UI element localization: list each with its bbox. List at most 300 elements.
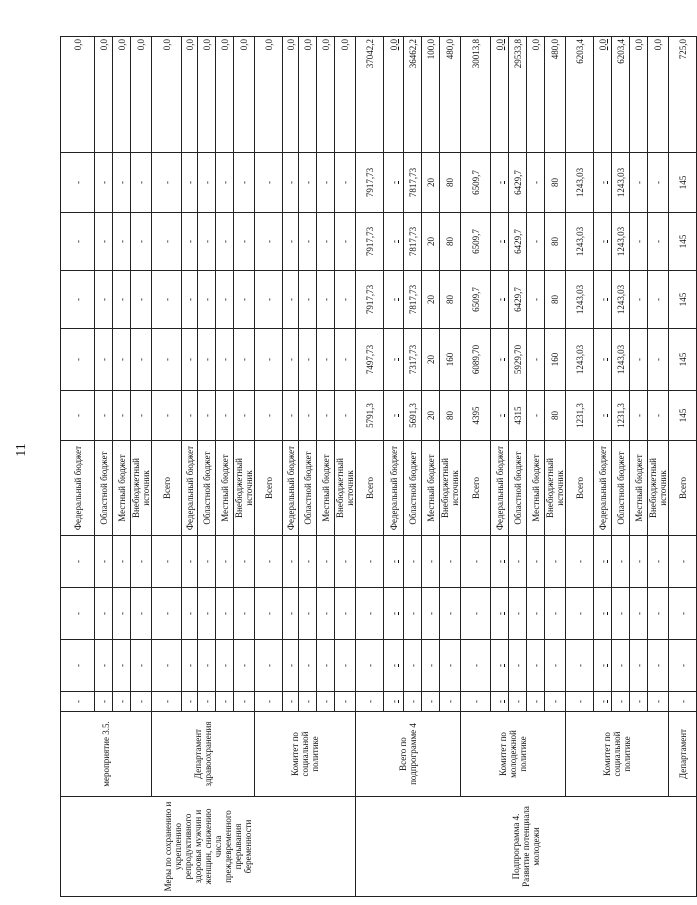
value-cell: - — [182, 588, 198, 640]
value-cell: - — [95, 640, 113, 692]
total-cell: 0,0 — [152, 37, 182, 153]
year-value-cell: - — [131, 271, 152, 329]
value-cell: - — [545, 588, 566, 640]
value-cell: - — [384, 536, 404, 588]
total-cell: 0,0 — [283, 37, 299, 153]
year-value-cell: 145 — [669, 329, 697, 391]
value-cell: - — [648, 692, 669, 712]
year-value-cell: - — [630, 153, 648, 213]
value-cell: - — [131, 536, 152, 588]
funding-source: Всего — [566, 441, 594, 536]
value-cell: - — [612, 692, 630, 712]
total-cell: 0,0 — [491, 37, 509, 153]
value-cell: - — [61, 640, 95, 692]
year-value-cell: 7917,73 — [356, 153, 384, 213]
value-cell: - — [283, 536, 299, 588]
value-cell: - — [566, 588, 594, 640]
value-cell: - — [113, 640, 131, 692]
value-cell: - — [283, 588, 299, 640]
table-row — [669, 37, 697, 897]
year-value-cell: 145 — [669, 153, 697, 213]
year-value-cell: - — [335, 271, 356, 329]
total-cell: 100,0 — [422, 37, 440, 153]
total-cell: 0,0 — [131, 37, 152, 153]
funding-source: Федеральный бюджет — [594, 441, 612, 536]
year-value-cell: - — [113, 391, 131, 441]
value-cell: - — [356, 588, 384, 640]
year-value-cell: - — [152, 271, 182, 329]
value-cell: - — [335, 588, 356, 640]
year-value-cell: 1243,03 — [612, 329, 630, 391]
value-cell: - — [527, 588, 545, 640]
value-cell: - — [461, 536, 491, 588]
year-value-cell: 1243,03 — [612, 153, 630, 213]
funding-source: Местный бюджет — [630, 441, 648, 536]
year-value-cell: - — [594, 391, 612, 441]
value-cell: - — [95, 588, 113, 640]
year-value-cell: - — [182, 271, 198, 329]
responsible-executor: Департамент — [669, 712, 697, 797]
year-value-cell: - — [113, 153, 131, 213]
year-value-cell: 20 — [422, 391, 440, 441]
value-cell: - — [440, 640, 461, 692]
value-cell: - — [566, 692, 594, 712]
year-value-cell: - — [491, 153, 509, 213]
year-value-cell: - — [198, 329, 216, 391]
year-value-cell: - — [95, 213, 113, 271]
value-cell: - — [545, 536, 566, 588]
value-cell: - — [630, 692, 648, 712]
value-cell: - — [152, 640, 182, 692]
year-value-cell: 1243,03 — [566, 153, 594, 213]
value-cell: - — [648, 640, 669, 692]
value-cell: - — [612, 536, 630, 588]
year-value-cell: 7817,73 — [404, 213, 422, 271]
year-value-cell: 6429,7 — [509, 213, 527, 271]
value-cell: - — [283, 692, 299, 712]
year-value-cell: - — [630, 271, 648, 329]
year-value-cell: - — [95, 391, 113, 441]
value-cell: - — [255, 588, 283, 640]
value-cell: - — [131, 640, 152, 692]
total-cell: 6203,4 — [566, 37, 594, 153]
value-cell: - — [234, 692, 255, 712]
year-value-cell: - — [182, 153, 198, 213]
value-cell: - — [131, 692, 152, 712]
year-value-cell: 7817,73 — [404, 153, 422, 213]
value-cell: - — [404, 692, 422, 712]
year-value-cell: - — [234, 153, 255, 213]
value-cell: - — [594, 640, 612, 692]
value-cell: - — [216, 536, 234, 588]
year-value-cell: 80 — [545, 153, 566, 213]
year-value-cell: - — [283, 153, 299, 213]
year-value-cell: 20 — [422, 153, 440, 213]
year-value-cell: - — [384, 213, 404, 271]
year-value-cell: - — [594, 271, 612, 329]
year-value-cell: 7317,73 — [404, 329, 422, 391]
value-cell: - — [317, 536, 335, 588]
measure-label: Подпрограмма 4. Развитие потенциала молодежи — [356, 797, 697, 897]
total-cell: 0,0 — [527, 37, 545, 153]
value-cell: - — [527, 536, 545, 588]
responsible-executor: Всего по подпрограмме 4 — [356, 712, 461, 797]
year-value-cell: - — [234, 213, 255, 271]
year-value-cell: 145 — [669, 391, 697, 441]
funding-source: Областной бюджет — [612, 441, 630, 536]
value-cell: - — [566, 640, 594, 692]
year-value-cell: - — [131, 153, 152, 213]
value-cell: - — [404, 588, 422, 640]
year-value-cell: - — [491, 213, 509, 271]
year-value-cell: - — [317, 271, 335, 329]
total-cell: 725,0 — [669, 37, 697, 153]
year-value-cell: 7497,73 — [356, 329, 384, 391]
responsible-executor: Департамент здравоохранения — [152, 712, 255, 797]
year-value-cell: - — [648, 391, 669, 441]
year-value-cell: 7817,73 — [404, 271, 422, 329]
year-value-cell: - — [216, 391, 234, 441]
year-value-cell: - — [152, 153, 182, 213]
year-value-cell: - — [527, 329, 545, 391]
year-value-cell: - — [255, 271, 283, 329]
value-cell: - — [440, 588, 461, 640]
value-cell: - — [317, 588, 335, 640]
total-cell: 0,0 — [95, 37, 113, 153]
value-cell: - — [422, 640, 440, 692]
value-cell: - — [594, 692, 612, 712]
year-value-cell: - — [198, 213, 216, 271]
year-value-cell: - — [113, 213, 131, 271]
year-value-cell: - — [131, 391, 152, 441]
year-value-cell: - — [299, 329, 317, 391]
year-value-cell: - — [255, 391, 283, 441]
funding-source: Областной бюджет — [404, 441, 422, 536]
page-number: 11 — [14, 443, 29, 457]
value-cell: - — [317, 640, 335, 692]
value-cell: - — [234, 536, 255, 588]
value-cell: - — [648, 588, 669, 640]
value-cell: - — [152, 536, 182, 588]
year-value-cell: 1243,03 — [566, 213, 594, 271]
value-cell: - — [669, 536, 697, 588]
year-value-cell: - — [61, 391, 95, 441]
year-value-cell: - — [648, 153, 669, 213]
year-value-cell: - — [648, 271, 669, 329]
year-value-cell: - — [198, 271, 216, 329]
year-value-cell: - — [234, 391, 255, 441]
year-value-cell: - — [648, 213, 669, 271]
year-value-cell: - — [527, 271, 545, 329]
total-cell: 0,0 — [594, 37, 612, 153]
value-cell: - — [299, 536, 317, 588]
year-value-cell: - — [299, 271, 317, 329]
value-cell: - — [152, 588, 182, 640]
year-value-cell: - — [152, 213, 182, 271]
funding-source: Всего — [152, 441, 182, 536]
year-value-cell: - — [630, 391, 648, 441]
value-cell: - — [131, 588, 152, 640]
value-cell: - — [216, 640, 234, 692]
year-value-cell: 7917,73 — [356, 213, 384, 271]
value-cell: - — [335, 692, 356, 712]
value-cell: - — [491, 640, 509, 692]
value-cell: - — [198, 692, 216, 712]
year-value-cell: - — [384, 271, 404, 329]
year-value-cell: 145 — [669, 271, 697, 329]
value-cell: - — [299, 692, 317, 712]
value-cell: - — [182, 640, 198, 692]
year-value-cell: - — [630, 213, 648, 271]
year-value-cell: 80 — [440, 213, 461, 271]
total-cell: 29533,8 — [509, 37, 527, 153]
value-cell: - — [630, 536, 648, 588]
year-value-cell: - — [216, 329, 234, 391]
year-value-cell: - — [384, 153, 404, 213]
year-value-cell: 160 — [440, 329, 461, 391]
rotated-table-wrapper — [60, 37, 688, 897]
total-cell: 0,0 — [317, 37, 335, 153]
value-cell: - — [61, 536, 95, 588]
year-value-cell: - — [594, 329, 612, 391]
funding-source: Местный бюджет — [422, 441, 440, 536]
year-value-cell: - — [113, 329, 131, 391]
year-value-cell: - — [491, 391, 509, 441]
year-value-cell: 80 — [545, 271, 566, 329]
value-cell: - — [612, 588, 630, 640]
value-cell: - — [509, 536, 527, 588]
value-cell: - — [255, 692, 283, 712]
year-value-cell: 6509,7 — [461, 271, 491, 329]
value-cell: - — [299, 588, 317, 640]
funding-source: Внебюджетный источник — [335, 441, 356, 536]
funding-source: Федеральный бюджет — [491, 441, 509, 536]
year-value-cell: - — [152, 329, 182, 391]
year-value-cell: 1243,03 — [612, 213, 630, 271]
year-value-cell: 1231,3 — [612, 391, 630, 441]
value-cell: - — [198, 640, 216, 692]
responsible-executor: Комитет по молодежной политике — [461, 712, 566, 797]
year-value-cell: - — [648, 329, 669, 391]
budget-table — [60, 36, 697, 897]
year-value-cell: - — [317, 213, 335, 271]
year-value-cell: - — [95, 271, 113, 329]
year-value-cell: - — [95, 153, 113, 213]
funding-source: Местный бюджет — [113, 441, 131, 536]
year-value-cell: 6429,7 — [509, 153, 527, 213]
total-cell: 0,0 — [384, 37, 404, 153]
year-value-cell: - — [527, 391, 545, 441]
value-cell: - — [61, 692, 95, 712]
funding-source: Внебюджетный источник — [648, 441, 669, 536]
year-value-cell: - — [182, 329, 198, 391]
year-value-cell: - — [61, 329, 95, 391]
year-value-cell: 5791,3 — [356, 391, 384, 441]
year-value-cell: 6089,70 — [461, 329, 491, 391]
value-cell: - — [255, 536, 283, 588]
year-value-cell: - — [491, 329, 509, 391]
year-value-cell: 160 — [545, 329, 566, 391]
funding-source: Всего — [669, 441, 697, 536]
value-cell: - — [152, 692, 182, 712]
value-cell: - — [612, 640, 630, 692]
year-value-cell: 20 — [422, 271, 440, 329]
year-value-cell: 1231,3 — [566, 391, 594, 441]
value-cell: - — [113, 692, 131, 712]
funding-source: Всего — [461, 441, 491, 536]
total-cell: 0,0 — [335, 37, 356, 153]
funding-source: Внебюджетный источник — [545, 441, 566, 536]
value-cell: - — [669, 692, 697, 712]
value-cell: - — [95, 536, 113, 588]
total-cell: 0,0 — [234, 37, 255, 153]
year-value-cell: - — [384, 329, 404, 391]
table-row — [152, 37, 182, 897]
table-row — [356, 37, 384, 897]
value-cell: - — [594, 588, 612, 640]
value-cell: - — [491, 588, 509, 640]
table-row — [61, 37, 95, 897]
value-cell: - — [61, 588, 95, 640]
year-value-cell: - — [216, 271, 234, 329]
total-cell: 6203,4 — [612, 37, 630, 153]
funding-source: Внебюджетный источник — [131, 441, 152, 536]
value-cell: - — [113, 588, 131, 640]
year-value-cell: - — [283, 271, 299, 329]
value-cell: - — [422, 692, 440, 712]
value-cell: - — [182, 692, 198, 712]
year-value-cell: - — [299, 391, 317, 441]
year-value-cell: - — [384, 391, 404, 441]
year-value-cell: 5691,3 — [404, 391, 422, 441]
year-value-cell: - — [216, 153, 234, 213]
year-value-cell: 145 — [669, 213, 697, 271]
year-value-cell: - — [61, 213, 95, 271]
value-cell: - — [669, 640, 697, 692]
value-cell: - — [422, 588, 440, 640]
value-cell: - — [404, 640, 422, 692]
year-value-cell: - — [255, 213, 283, 271]
total-cell: 0,0 — [216, 37, 234, 153]
year-value-cell: - — [630, 329, 648, 391]
year-value-cell: 5929,70 — [509, 329, 527, 391]
value-cell: - — [566, 536, 594, 588]
year-value-cell: - — [255, 329, 283, 391]
year-value-cell: 4395 — [461, 391, 491, 441]
year-value-cell: 4315 — [509, 391, 527, 441]
value-cell: - — [335, 536, 356, 588]
funding-source: Местный бюджет — [527, 441, 545, 536]
value-cell: - — [669, 588, 697, 640]
year-value-cell: - — [594, 153, 612, 213]
year-value-cell: - — [335, 213, 356, 271]
year-value-cell: - — [61, 153, 95, 213]
value-cell: - — [509, 588, 527, 640]
year-value-cell: - — [61, 271, 95, 329]
year-value-cell: - — [299, 153, 317, 213]
value-cell: - — [545, 640, 566, 692]
year-value-cell: 20 — [422, 213, 440, 271]
year-value-cell: 1243,03 — [612, 271, 630, 329]
year-value-cell: - — [335, 329, 356, 391]
value-cell: - — [440, 692, 461, 712]
value-cell: - — [182, 536, 198, 588]
year-value-cell: 6509,7 — [461, 213, 491, 271]
value-cell: - — [491, 536, 509, 588]
total-cell: 37042,2 — [356, 37, 384, 153]
year-value-cell: 80 — [440, 391, 461, 441]
value-cell: - — [509, 692, 527, 712]
table-row — [461, 37, 491, 897]
total-cell: 30013,8 — [461, 37, 491, 153]
value-cell: - — [335, 640, 356, 692]
funding-source: Местный бюджет — [317, 441, 335, 536]
responsible-executor: Комитет по социальной политике — [566, 712, 669, 797]
value-cell: - — [509, 640, 527, 692]
value-cell: - — [113, 536, 131, 588]
value-cell: - — [527, 692, 545, 712]
funding-source: Федеральный бюджет — [283, 441, 299, 536]
funding-source: Федеральный бюджет — [61, 441, 95, 536]
year-value-cell: - — [299, 213, 317, 271]
year-value-cell: - — [283, 329, 299, 391]
funding-source: Всего — [255, 441, 283, 536]
year-value-cell: - — [198, 391, 216, 441]
year-value-cell: - — [113, 271, 131, 329]
year-value-cell: 80 — [440, 271, 461, 329]
year-value-cell: - — [131, 213, 152, 271]
year-value-cell: 6509,7 — [461, 153, 491, 213]
value-cell: - — [404, 536, 422, 588]
value-cell: - — [545, 692, 566, 712]
year-value-cell: - — [131, 329, 152, 391]
value-cell: - — [491, 692, 509, 712]
year-value-cell: - — [234, 271, 255, 329]
funding-source: Внебюджетный источник — [234, 441, 255, 536]
year-value-cell: - — [255, 153, 283, 213]
total-cell: 0,0 — [113, 37, 131, 153]
value-cell: - — [461, 640, 491, 692]
value-cell: - — [630, 640, 648, 692]
year-value-cell: 1243,03 — [566, 271, 594, 329]
total-cell: 36462,2 — [404, 37, 422, 153]
value-cell: - — [283, 640, 299, 692]
value-cell: - — [594, 536, 612, 588]
total-cell: 0,0 — [61, 37, 95, 153]
year-value-cell: - — [527, 213, 545, 271]
value-cell: - — [630, 588, 648, 640]
funding-source: Областной бюджет — [299, 441, 317, 536]
total-cell: 480,0 — [440, 37, 461, 153]
year-value-cell: 80 — [545, 391, 566, 441]
year-value-cell: - — [283, 213, 299, 271]
responsible-executor: мероприятие 3.5. — [61, 712, 152, 797]
funding-source: Областной бюджет — [95, 441, 113, 536]
value-cell: - — [198, 536, 216, 588]
value-cell: - — [422, 536, 440, 588]
year-value-cell: - — [594, 213, 612, 271]
year-value-cell: 7917,73 — [356, 271, 384, 329]
year-value-cell: - — [491, 271, 509, 329]
value-cell: - — [95, 692, 113, 712]
value-cell: - — [255, 640, 283, 692]
measure-label: Меры по сохранению и укреплению репродуктивного здоровья мужчин и женщин, снижению числа преждевременного прерывания беременности — [61, 797, 356, 897]
value-cell: - — [440, 536, 461, 588]
funding-source: Областной бюджет — [509, 441, 527, 536]
value-cell: - — [461, 588, 491, 640]
year-value-cell: 6429,7 — [509, 271, 527, 329]
year-value-cell: - — [335, 391, 356, 441]
